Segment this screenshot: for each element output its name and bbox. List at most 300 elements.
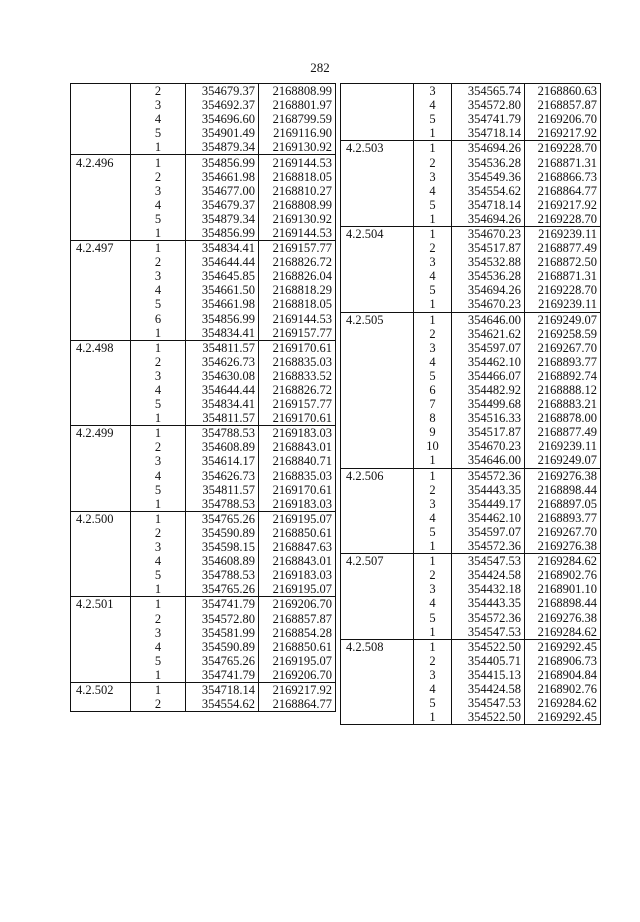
y-coordinate: 2168808.99	[259, 84, 336, 99]
x-coordinate: 354549.36	[452, 170, 525, 184]
y-coordinate: 2168854.28	[259, 626, 336, 640]
y-coordinate: 2168892.74	[525, 369, 601, 383]
y-coordinate: 2169276.38	[525, 468, 601, 483]
point-number: 3	[414, 341, 452, 355]
y-coordinate: 2169284.62	[525, 696, 601, 710]
x-coordinate: 354834.41	[186, 241, 259, 256]
y-coordinate: 2168860.63	[525, 84, 601, 99]
point-number: 4	[131, 112, 186, 126]
table-row	[341, 453, 601, 468]
y-coordinate: 2169170.61	[259, 411, 336, 426]
point-number: 5	[414, 610, 452, 624]
x-coordinate: 354547.53	[452, 625, 525, 640]
table-row	[341, 141, 601, 156]
table-row	[71, 184, 336, 198]
point-number: 2	[414, 654, 452, 668]
table-row	[341, 710, 601, 725]
y-coordinate: 2168850.61	[259, 526, 336, 540]
section-label	[71, 283, 131, 297]
section-label	[341, 170, 414, 184]
x-coordinate: 354626.73	[186, 469, 259, 483]
x-coordinate: 354432.18	[452, 582, 525, 596]
x-coordinate: 354788.53	[186, 426, 259, 441]
table-row	[71, 526, 336, 540]
table-row	[71, 397, 336, 411]
y-coordinate: 2168835.03	[259, 469, 336, 483]
y-coordinate: 2168847.63	[259, 540, 336, 554]
point-number: 5	[131, 568, 186, 582]
section-label	[341, 568, 414, 582]
coordinates-table-left	[70, 83, 336, 712]
section-label: 4.2.504	[341, 226, 414, 241]
section-label	[71, 497, 131, 512]
y-coordinate: 2168818.05	[259, 170, 336, 184]
table-row	[341, 170, 601, 184]
point-number: 4	[414, 682, 452, 696]
point-number: 1	[131, 682, 186, 697]
point-number: 2	[414, 568, 452, 582]
section-label	[71, 440, 131, 454]
y-coordinate: 2169144.53	[259, 312, 336, 326]
table-row	[71, 226, 336, 241]
y-coordinate: 2168883.21	[525, 397, 601, 411]
table-row	[341, 439, 601, 453]
table-row	[71, 469, 336, 483]
x-coordinate: 354694.26	[452, 141, 525, 156]
table-row	[71, 483, 336, 497]
section-label	[341, 453, 414, 468]
x-coordinate: 354696.60	[186, 112, 259, 126]
x-coordinate: 354788.53	[186, 568, 259, 582]
section-label: 4.2.496	[71, 155, 131, 170]
section-label	[341, 610, 414, 624]
section-label	[341, 525, 414, 539]
point-number: 1	[414, 539, 452, 554]
point-number: 4	[414, 184, 452, 198]
x-coordinate: 354597.07	[452, 341, 525, 355]
y-coordinate: 2169239.11	[525, 226, 601, 241]
x-coordinate: 354565.74	[452, 84, 525, 99]
table-row	[341, 425, 601, 439]
section-label	[71, 184, 131, 198]
table-row	[71, 568, 336, 582]
x-coordinate: 354608.89	[186, 440, 259, 454]
y-coordinate: 2168857.87	[525, 98, 601, 112]
y-coordinate: 2169206.70	[259, 597, 336, 612]
point-number: 1	[414, 297, 452, 312]
y-coordinate: 2169217.92	[259, 682, 336, 697]
x-coordinate: 354572.36	[452, 610, 525, 624]
point-number: 2	[131, 440, 186, 454]
section-label	[341, 297, 414, 312]
x-coordinate: 354415.13	[452, 668, 525, 682]
section-label	[341, 483, 414, 497]
y-coordinate: 2168818.29	[259, 283, 336, 297]
table-row	[71, 269, 336, 283]
section-label: 4.2.498	[71, 340, 131, 355]
y-coordinate: 2168866.73	[525, 170, 601, 184]
point-number: 1	[131, 511, 186, 526]
y-coordinate: 2169276.38	[525, 539, 601, 554]
x-coordinate: 354856.99	[186, 312, 259, 326]
x-coordinate: 354670.23	[452, 297, 525, 312]
y-coordinate: 2169249.07	[525, 453, 601, 468]
section-label	[341, 283, 414, 297]
point-number: 5	[131, 483, 186, 497]
table-row	[71, 440, 336, 454]
section-label	[341, 696, 414, 710]
section-label	[341, 369, 414, 383]
table-row	[71, 626, 336, 640]
section-label	[341, 625, 414, 640]
x-coordinate: 354608.89	[186, 554, 259, 568]
y-coordinate: 2169195.07	[259, 511, 336, 526]
section-label	[341, 654, 414, 668]
point-number: 1	[131, 226, 186, 241]
table-row	[71, 255, 336, 269]
table-row	[341, 383, 601, 397]
y-coordinate: 2168818.05	[259, 297, 336, 311]
point-number: 1	[414, 141, 452, 156]
table-row	[341, 397, 601, 411]
table-row	[341, 682, 601, 696]
section-label	[71, 112, 131, 126]
y-coordinate: 2169217.92	[525, 198, 601, 212]
point-number: 10	[414, 439, 452, 453]
section-label	[71, 126, 131, 140]
section-label	[71, 383, 131, 397]
x-coordinate: 354572.36	[452, 468, 525, 483]
x-coordinate: 354547.53	[452, 554, 525, 569]
x-coordinate: 354590.89	[186, 526, 259, 540]
y-coordinate: 2168893.77	[525, 355, 601, 369]
table-row	[71, 126, 336, 140]
section-label	[71, 554, 131, 568]
y-coordinate: 2169228.70	[525, 283, 601, 297]
table-row	[71, 112, 336, 126]
point-number: 3	[414, 170, 452, 184]
point-number: 4	[414, 511, 452, 525]
point-number: 1	[414, 312, 452, 327]
y-coordinate: 2169292.45	[525, 710, 601, 725]
y-coordinate: 2169206.70	[525, 112, 601, 126]
point-number: 1	[131, 140, 186, 155]
table-row	[341, 297, 601, 312]
x-coordinate: 354811.57	[186, 483, 259, 497]
x-coordinate: 354679.37	[186, 198, 259, 212]
section-label	[341, 596, 414, 610]
table-row	[71, 312, 336, 326]
point-number: 1	[414, 212, 452, 227]
point-number: 2	[131, 255, 186, 269]
y-coordinate: 2168898.44	[525, 596, 601, 610]
section-label	[71, 640, 131, 654]
y-coordinate: 2168833.52	[259, 369, 336, 383]
y-coordinate: 2169239.11	[525, 439, 601, 453]
point-number: 2	[131, 611, 186, 625]
table-row	[71, 611, 336, 625]
section-label	[341, 710, 414, 725]
y-coordinate: 2168878.00	[525, 411, 601, 425]
x-coordinate: 354462.10	[452, 511, 525, 525]
table-row	[71, 597, 336, 612]
x-coordinate: 354765.26	[186, 511, 259, 526]
x-coordinate: 354901.49	[186, 126, 259, 140]
point-number: 1	[414, 126, 452, 141]
point-number: 5	[414, 283, 452, 297]
point-number: 4	[131, 554, 186, 568]
section-label	[341, 682, 414, 696]
x-coordinate: 354834.41	[186, 397, 259, 411]
point-number: 2	[131, 526, 186, 540]
y-coordinate: 2168826.72	[259, 255, 336, 269]
table-row	[71, 511, 336, 526]
y-coordinate: 2168826.04	[259, 269, 336, 283]
table-row	[71, 340, 336, 355]
y-coordinate: 2168826.72	[259, 383, 336, 397]
table-row	[341, 355, 601, 369]
section-label	[71, 411, 131, 426]
table-row	[71, 497, 336, 512]
x-coordinate: 354572.80	[452, 98, 525, 112]
table-row	[341, 610, 601, 624]
table-row	[71, 540, 336, 554]
point-number: 5	[414, 112, 452, 126]
section-label	[341, 84, 414, 99]
x-coordinate: 354646.00	[452, 453, 525, 468]
y-coordinate: 2168888.12	[525, 383, 601, 397]
section-label	[71, 326, 131, 341]
x-coordinate: 354741.79	[186, 597, 259, 612]
table-row	[341, 283, 601, 297]
section-label	[71, 582, 131, 597]
section-label	[341, 497, 414, 511]
coordinates-table-right	[340, 83, 601, 725]
section-label	[71, 397, 131, 411]
y-coordinate: 2168835.03	[259, 355, 336, 369]
y-coordinate: 2168872.50	[525, 255, 601, 269]
section-label	[71, 469, 131, 483]
table-row	[71, 170, 336, 184]
section-label	[341, 341, 414, 355]
point-number: 1	[131, 155, 186, 170]
x-coordinate: 354788.53	[186, 497, 259, 512]
section-label	[341, 184, 414, 198]
point-number: 1	[131, 426, 186, 441]
x-coordinate: 354670.23	[452, 226, 525, 241]
x-coordinate: 354554.62	[452, 184, 525, 198]
point-number: 3	[131, 98, 186, 112]
section-label	[71, 668, 131, 683]
point-number: 2	[414, 155, 452, 169]
x-coordinate: 354856.99	[186, 155, 259, 170]
point-number: 2	[131, 697, 186, 712]
section-label	[341, 383, 414, 397]
point-number: 1	[131, 241, 186, 256]
x-coordinate: 354547.53	[452, 696, 525, 710]
table-row	[341, 468, 601, 483]
x-coordinate: 354677.00	[186, 184, 259, 198]
y-coordinate: 2169228.70	[525, 141, 601, 156]
x-coordinate: 354765.26	[186, 654, 259, 668]
point-number: 5	[414, 369, 452, 383]
section-label: 4.2.497	[71, 241, 131, 256]
table-row	[341, 112, 601, 126]
y-coordinate: 2169130.92	[259, 212, 336, 226]
y-coordinate: 2169170.61	[259, 340, 336, 355]
table-row	[71, 426, 336, 441]
y-coordinate: 2168799.59	[259, 112, 336, 126]
table-row	[71, 554, 336, 568]
point-number: 2	[414, 483, 452, 497]
x-coordinate: 354532.88	[452, 255, 525, 269]
y-coordinate: 2169239.11	[525, 297, 601, 312]
x-coordinate: 354522.50	[452, 639, 525, 654]
section-label	[71, 355, 131, 369]
section-label	[71, 84, 131, 99]
table-row	[341, 668, 601, 682]
point-number: 4	[131, 640, 186, 654]
y-coordinate: 2168871.31	[525, 155, 601, 169]
point-number: 4	[414, 98, 452, 112]
point-number: 6	[131, 312, 186, 326]
table-row	[341, 198, 601, 212]
point-number: 1	[414, 625, 452, 640]
table-row	[341, 369, 601, 383]
x-coordinate: 354581.99	[186, 626, 259, 640]
section-label	[71, 568, 131, 582]
x-coordinate: 354405.71	[452, 654, 525, 668]
point-number: 4	[414, 596, 452, 610]
section-label	[71, 540, 131, 554]
x-coordinate: 354834.41	[186, 326, 259, 341]
table-row	[71, 283, 336, 297]
point-number: 3	[414, 582, 452, 596]
y-coordinate: 2169267.70	[525, 341, 601, 355]
x-coordinate: 354449.17	[452, 497, 525, 511]
x-coordinate: 354572.36	[452, 539, 525, 554]
section-label	[71, 369, 131, 383]
y-coordinate: 2168898.44	[525, 483, 601, 497]
y-coordinate: 2168871.31	[525, 269, 601, 283]
table-row	[341, 411, 601, 425]
point-number: 5	[414, 198, 452, 212]
table-row	[341, 241, 601, 255]
table-row	[71, 454, 336, 468]
x-coordinate: 354718.14	[186, 682, 259, 697]
y-coordinate: 2168877.49	[525, 241, 601, 255]
y-coordinate: 2169183.03	[259, 426, 336, 441]
table-row	[341, 554, 601, 569]
x-coordinate: 354598.15	[186, 540, 259, 554]
point-number: 2	[131, 84, 186, 99]
table-row	[341, 639, 601, 654]
point-number: 5	[131, 654, 186, 668]
table-row	[71, 326, 336, 341]
table-row	[71, 212, 336, 226]
x-coordinate: 354741.79	[186, 668, 259, 683]
table-row	[341, 539, 601, 554]
y-coordinate: 2168843.01	[259, 554, 336, 568]
y-coordinate: 2168864.77	[259, 697, 336, 712]
section-label	[71, 626, 131, 640]
point-number: 4	[131, 383, 186, 397]
y-coordinate: 2169258.59	[525, 327, 601, 341]
section-label	[341, 327, 414, 341]
x-coordinate: 354517.87	[452, 241, 525, 255]
x-coordinate: 354879.34	[186, 212, 259, 226]
x-coordinate: 354811.57	[186, 411, 259, 426]
section-label	[71, 212, 131, 226]
section-label	[341, 439, 414, 453]
point-number: 5	[414, 525, 452, 539]
x-coordinate: 354597.07	[452, 525, 525, 539]
point-number: 1	[131, 340, 186, 355]
y-coordinate: 2169195.07	[259, 582, 336, 597]
section-label	[341, 397, 414, 411]
table-row	[341, 98, 601, 112]
table-row	[341, 525, 601, 539]
section-label: 4.2.503	[341, 141, 414, 156]
point-number: 5	[131, 397, 186, 411]
point-number: 8	[414, 411, 452, 425]
point-number: 1	[414, 226, 452, 241]
section-label: 4.2.507	[341, 554, 414, 569]
table-row	[341, 312, 601, 327]
point-number: 3	[414, 668, 452, 682]
table-row	[71, 411, 336, 426]
point-number: 2	[131, 170, 186, 184]
point-number: 2	[414, 327, 452, 341]
x-coordinate: 354661.98	[186, 297, 259, 311]
x-coordinate: 354590.89	[186, 640, 259, 654]
section-label	[341, 411, 414, 425]
table-row	[341, 212, 601, 227]
point-number: 2	[414, 241, 452, 255]
point-number: 1	[131, 668, 186, 683]
section-label	[71, 611, 131, 625]
section-label: 4.2.508	[341, 639, 414, 654]
section-label	[341, 212, 414, 227]
table-row	[71, 582, 336, 597]
x-coordinate: 354718.14	[452, 198, 525, 212]
section-label	[341, 198, 414, 212]
y-coordinate: 2168904.84	[525, 668, 601, 682]
x-coordinate: 354621.62	[452, 327, 525, 341]
table-row	[341, 582, 601, 596]
y-coordinate: 2169284.62	[525, 625, 601, 640]
y-coordinate: 2169183.03	[259, 568, 336, 582]
x-coordinate: 354424.58	[452, 568, 525, 582]
x-coordinate: 354482.92	[452, 383, 525, 397]
section-label: 4.2.499	[71, 426, 131, 441]
section-label	[341, 241, 414, 255]
section-label	[341, 255, 414, 269]
page-number: 282	[310, 60, 330, 75]
y-coordinate: 2169170.61	[259, 483, 336, 497]
section-label	[71, 483, 131, 497]
point-number: 3	[414, 497, 452, 511]
y-coordinate: 2169276.38	[525, 610, 601, 624]
x-coordinate: 354572.80	[186, 611, 259, 625]
section-label	[71, 297, 131, 311]
point-number: 3	[131, 184, 186, 198]
x-coordinate: 354499.68	[452, 397, 525, 411]
y-coordinate: 2168864.77	[525, 184, 601, 198]
section-label	[341, 582, 414, 596]
table-row	[71, 654, 336, 668]
point-number: 1	[131, 497, 186, 512]
